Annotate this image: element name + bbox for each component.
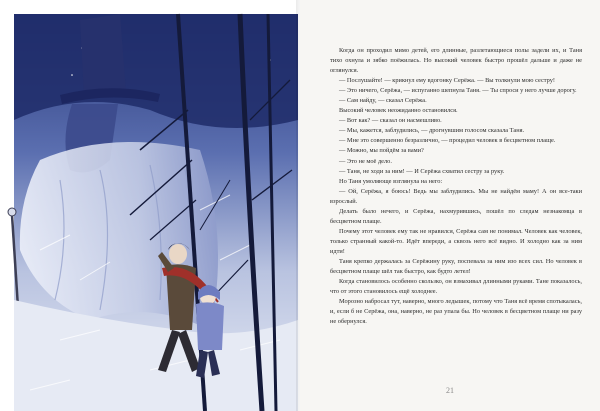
paragraph: — Сам найду, — сказал Серёжа. — [339, 97, 427, 105]
paragraph: Высокий человек неожиданно остановился. — [339, 107, 458, 115]
top-hat — [80, 14, 126, 96]
paragraph: — Можно, мы пойдём за вами? — [339, 147, 424, 155]
text-page — [300, 0, 600, 411]
paragraph: — Это не моё дело. — [339, 157, 392, 165]
paragraph: — Мне это совершенно безразлично, — процедил человек в бесцветном плаще. — [339, 137, 556, 145]
page-number: 21 — [446, 386, 454, 395]
paragraph: — Мы, кажется, заблудились, — дрогнувшим голосом сказала Таня. — [339, 127, 525, 135]
paragraph: Когда становилось особенно скользко, он взмахивал длинными руками. Тане показалось, что от этого становилось ещё холоднее. — [330, 278, 582, 296]
paragraph: — Послушайте! — крикнул ему вдогонку Серёжа. — Вы толкнули мою сестру! — [339, 77, 556, 85]
paragraph: Морозно набросал тут, наверно, много ледышек, потому что Таня всё время спотыкалась, и, если б не Серёжа, она, наверно, не раз упала бы. Но человек в бесцветном плаще ни разу не обернулся. — [330, 298, 582, 326]
paragraph: — Ой, Серёжа, я боюсь! Ведь мы заблудились. Мы не найдём маму! А он все-таки взрослый. — [330, 187, 582, 205]
paragraph: Когда он проходил мимо детей, его длинные, разлетающиеся полы задели их, и Таня тихо охнула и зябко поёжилась. Но высокий человек быстро прошёл дальше и даже не оглянулся. — [330, 47, 582, 75]
paragraph: Делать было нечего, и Серёжа, нахмурившись, пошёл по следам незнакомца в бесцветном плаще. — [330, 207, 582, 225]
paragraph: — Таня, не ходи за ним! — И Серёжа схватил сестру за руку. — [339, 167, 505, 175]
paragraph: — Вот как? — сказал он насмешливо. — [339, 117, 442, 125]
paragraph: Почему этот человек ему так не нравился, Серёжа сам не понимал. Человек как человек, только странный какой-то. Идёт впереди, а сквозь него всё видно. И холодно как за ним идти! — [330, 227, 582, 255]
cane-handle — [8, 208, 16, 216]
paragraph: — Это ничего, Серёжа, — испуганно шепнула Таня. — Ты спроси у него лучше дорогу. — [339, 87, 577, 95]
story-text — [330, 46, 582, 327]
paragraph: Но Таня умоляюще взглянула на него: — [339, 177, 443, 185]
paragraph: Таня крепко держалась за Серёжину руку, поспевала за ним изо всех сил. Но человек в бесцветном плаще шёл так быстро, как будто летел! — [330, 257, 582, 276]
